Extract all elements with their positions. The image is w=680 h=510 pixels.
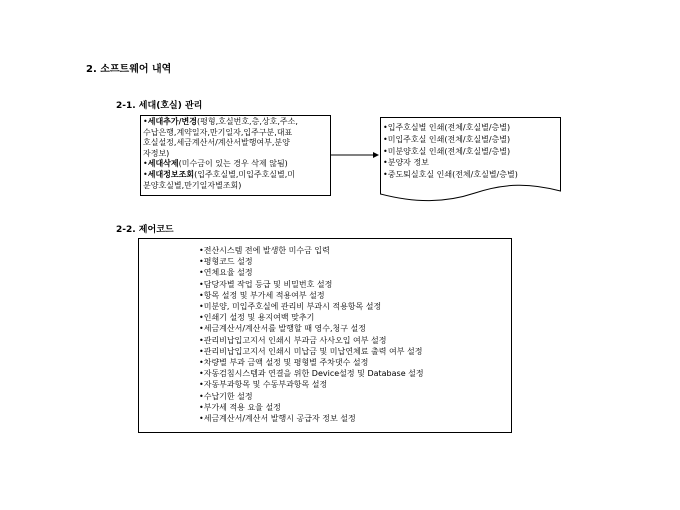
section-title: 2. 소프트웨어 내역 xyxy=(86,64,172,75)
subsection-title-control-codes: 2-2. 제어코드 xyxy=(116,225,174,235)
household-delete-label: 세대삭제 xyxy=(147,159,179,169)
control-code-item: • 관리비납입고지서 인쇄시 부과금 사사오입 여부 설정 xyxy=(199,335,424,346)
household-info-desc-2: 분양호실별,만기일자별조회) xyxy=(143,180,242,190)
household-add-desc-4: 자정보) xyxy=(143,148,170,158)
control-code-item: • 평형코드 설정 xyxy=(199,256,424,267)
print-list-item: •분양자 정보 xyxy=(383,158,429,168)
control-code-item: • 관리비납입고지서 인쇄시 미납금 및 미납연체료 출력 여부 설정 xyxy=(199,346,424,357)
subsection-title-household: 2-1. 세대(호실) 관리 xyxy=(116,101,203,111)
print-list-item: •미분양호실 인쇄(전체/호실별/층별) xyxy=(383,146,511,156)
control-code-item: • 부가세 적용 요율 설정 xyxy=(199,402,424,413)
print-list-item: •미입주호실 인쇄(전체/호실별/층별) xyxy=(383,134,511,144)
print-list xyxy=(383,122,518,181)
control-code-item: • 항목 설정 및 부가세 적용여부 설정 xyxy=(199,290,424,301)
control-code-item: • 미분양, 미입주호실에 관리비 부과시 적용항목 설정 xyxy=(199,301,424,312)
household-info-item: •세대정보조회(입주호실별,미입주호실별,미 xyxy=(143,169,296,179)
print-list-item: •입주호실별 인쇄(전체/호실별/층별) xyxy=(383,123,511,132)
control-code-item: • 세금계산서/계산서 발행시 공급자 정보 설정 xyxy=(199,413,424,424)
household-delete-desc: (미수금이 있는 경우 삭제 않됨) xyxy=(178,159,288,169)
household-add-label: 세대추가/변경 xyxy=(147,117,198,126)
household-add-desc-2: 수납은행,계약일자,만기일자,입주구분,대표 xyxy=(143,127,293,137)
print-reports-document xyxy=(380,117,561,203)
control-code-item: • 차량별 부과 금액 설정 및 평형별 주차댓수 설정 xyxy=(199,357,424,368)
control-codes-box xyxy=(138,238,512,433)
control-code-item: • 자동검침시스템과 연결을 위한 Device설정 및 Database 설정 xyxy=(199,368,424,379)
household-delete-item: •세대삭제(미수금이 있는 경우 삭제 않됨) xyxy=(143,159,288,169)
control-code-item: • 인쇄기 설정 및 용지여백 맞추기 xyxy=(199,312,424,323)
control-codes-list xyxy=(199,245,424,424)
control-code-item: • 자동부과항목 및 수동부과항목 설정 xyxy=(199,379,424,390)
household-info-desc-1: (입주호실별,미입주호실별,미 xyxy=(194,169,296,179)
household-info-label: 세대정보조회 xyxy=(147,169,195,179)
control-code-item: • 전산시스템 전에 발생한 미수금 입력 xyxy=(199,245,424,256)
control-code-item: • 세금계산서/계산서를 발행할 때 영수,청구 설정 xyxy=(199,323,424,334)
household-add-item: •세대추가/변경(평형,호실번호,층,상호,주소, xyxy=(143,117,298,126)
control-code-item: • 연체요율 설정 xyxy=(199,267,424,278)
household-add-desc-3: 호실설정,세금계산서/계산서발행여부,분양 xyxy=(143,138,290,148)
household-add-desc-1: (평형,호실번호,층,상호,주소, xyxy=(197,117,298,126)
print-list-item: •중도퇴실호실 인쇄(전체/호실별/층별) xyxy=(383,170,518,180)
control-code-item: • 수납기한 설정 xyxy=(199,391,424,402)
control-code-item: • 담당자별 작업 등급 및 비밀번호 설정 xyxy=(199,279,424,290)
